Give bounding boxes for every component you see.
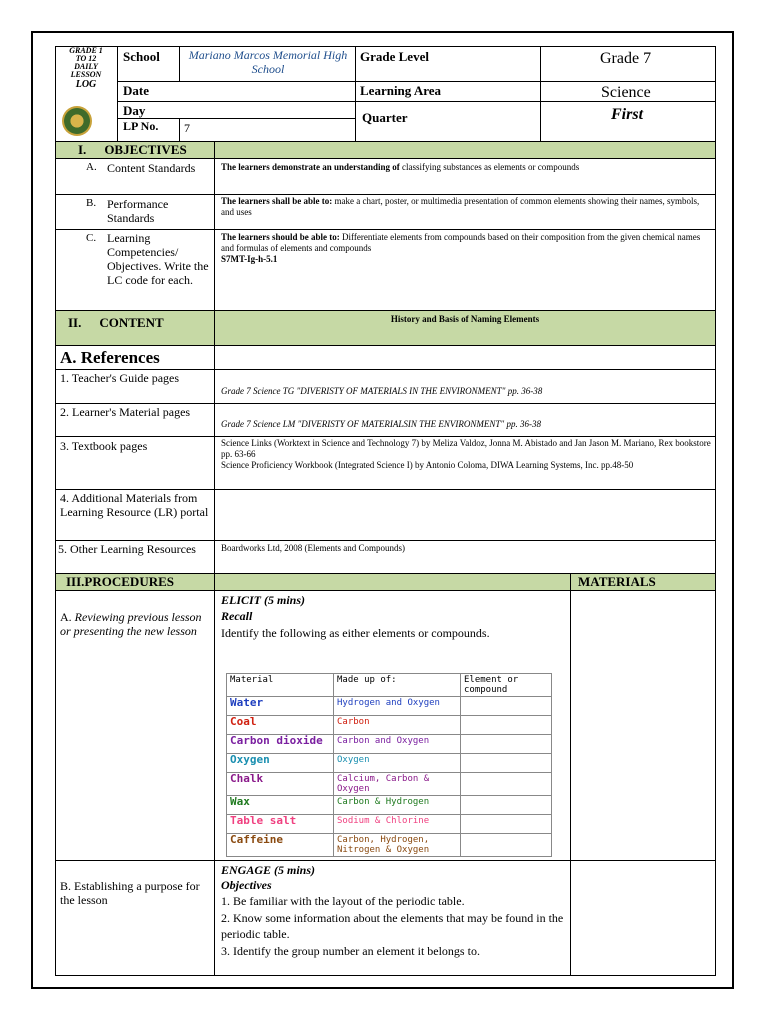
learning-area-value: Science [601,84,651,101]
recall-instruction: Identify the following as either elements or compounds. [221,626,490,640]
ref-teachers-guide-label: 1. Teacher's Guide pages [60,371,180,385]
performance-standards-letter: B. [86,197,97,209]
col-made-of-header: Made up of: [334,674,461,697]
materials-vline [570,573,571,976]
quarter-label: Quarter [362,110,408,125]
content-topic: History and Basis of Naming Elements [390,314,540,324]
ref-textbook-value: Science Links (Worktext in Science and Technology 7) by Meliza Valdoz, Jonna M. Abistado and Jan Jason M. Mariano, Rex bookstore pp. 63-66 Science Proficiency Workbook (Integrated Science I) by Antonio Coloma, DIWA Learning Systems, Inc. pp.48-50 [221,438,711,470]
objectives-title: Objectives [221,878,272,892]
col-element-header: Element or compound [461,674,552,697]
table-row [227,834,552,857]
header-vline-1 [117,46,118,142]
grade-level-value: Grade 7 [600,50,652,67]
references-heading: A. References [60,348,160,367]
ref-learners-material-value: Grade 7 Science LM "DIVERISTY OF MATERIALSIN THE ENVIRONMENT" pp. 36-38 [221,419,541,429]
dll-badge: GRADE 1 TO 12 DAILY LESSON LOG [69,46,103,90]
header-vline-4 [540,46,541,142]
content-standards-title: Content Standards [107,161,196,175]
answer-cell[interactable] [461,754,552,773]
made-of-cell: Carbon and Oxygen [334,735,461,754]
material-cell: Caffeine [227,834,334,857]
header-vline-2b [179,118,180,142]
content-standards-letter: A. [86,161,97,173]
material-cell: Water [227,697,334,716]
made-of-cell: Calcium, Carbon & Oxygen [334,773,461,796]
material-cell: Wax [227,796,334,815]
competencies-text: The learners should be able to: Differentiate elements from compounds based on their composition from the given chemical names and formulas of elements and compounds S7MT-Ig-h-5.1 [221,232,701,264]
table-row [227,754,552,773]
elicit-title: ELICIT (5 mins) [221,593,306,607]
made-of-cell: Sodium & Chlorine [334,815,461,834]
proc-a-label: A. Reviewing previous lesson or presenting the new lesson [60,610,202,638]
ref-additional-materials-label: 4. Additional Materials from Learning Resource (LR) portal [60,491,209,519]
engage-obj-1: 1. Be familiar with the layout of the periodic table. [221,894,465,908]
learning-area-label: Learning Area [360,83,442,98]
material-cell: Oxygen [227,754,334,773]
material-cell: Carbon dioxide [227,735,334,754]
material-cell: Chalk [227,773,334,796]
quarter-value: First [611,106,644,123]
header-hline-1 [117,81,716,82]
engage-obj-2: 2. Know some information about the elements that may be found in the periodic table. [221,911,564,941]
answer-cell[interactable] [461,697,552,716]
table-header-row [227,674,552,697]
day-label: Day [123,103,146,118]
made-of-cell: Carbon [334,716,461,735]
col-material-header: Material [227,674,334,697]
materials-heading: MATERIALS [578,574,656,589]
school-value: Mariano Marcos Memorial High School [188,48,348,76]
recall-title: Recall [221,609,253,623]
content-standards-text: The learners demonstrate an understanding of classifying substances as elements or compounds [221,162,580,172]
competencies-letter: C. [86,232,97,244]
main-vline [214,141,215,976]
ref-teachers-guide-value: Grade 7 Science TG "DIVERISTY OF MATERIALS IN THE ENVIRONMENT" pp. 36-38 [221,386,543,396]
lp-label: LP No. [123,119,159,133]
made-of-cell: Oxygen [334,754,461,773]
answer-cell[interactable] [461,716,552,735]
deped-seal-icon [62,106,92,136]
school-label: School [123,49,160,64]
answer-cell[interactable] [461,834,552,857]
performance-standards-title: Performance Standards [107,197,169,225]
table-row [227,735,552,754]
content-heading: II. CONTENT [68,315,164,330]
lp-value: 7 [184,121,190,135]
made-of-cell: Carbon & Hydrogen [334,796,461,815]
material-cell: Coal [227,716,334,735]
date-label: Date [123,83,149,98]
made-of-cell: Hydrogen and Oxygen [334,697,461,716]
ref-textbook-label: 3. Textbook pages [60,439,148,453]
answer-cell[interactable] [461,773,552,796]
table-row [227,815,552,834]
table-row [227,697,552,716]
engage-title: ENGAGE (5 mins) [221,863,316,877]
ref-learners-material-label: 2. Learner's Material pages [60,405,191,419]
made-of-cell: Carbon, Hydrogen, Nitrogen & Oxygen [334,834,461,857]
table-row [227,796,552,815]
ref-other-resources-label: 5. Other Learning Resources [58,542,196,556]
answer-cell[interactable] [461,735,552,754]
recall-table [226,673,552,857]
proc-b-label: B. Establishing a purpose for the lesson [60,879,200,907]
engage-obj-3: 3. Identify the group number an element it belongs to. [221,944,480,958]
header-vline-3 [355,46,356,142]
table-row [227,773,552,796]
answer-cell[interactable] [461,796,552,815]
competencies-title: Learning Competencies/ Objectives. Write the LC code for each. [107,231,209,287]
material-cell: Table salt [227,815,334,834]
answer-cell[interactable] [461,815,552,834]
procedures-heading: III.PROCEDURES [66,574,174,589]
grade-level-label: Grade Level [360,49,429,64]
table-row [227,716,552,735]
header-vline-2 [179,46,180,81]
objectives-heading: I. OBJECTIVES [78,142,187,157]
performance-standards-text: The learners shall be able to: make a chart, poster, or multimedia presentation of common elements showing their names, symbols, and uses [221,196,700,217]
ref-other-resources-value: Boardworks Ltd, 2008 (Elements and Compounds) [221,543,405,553]
